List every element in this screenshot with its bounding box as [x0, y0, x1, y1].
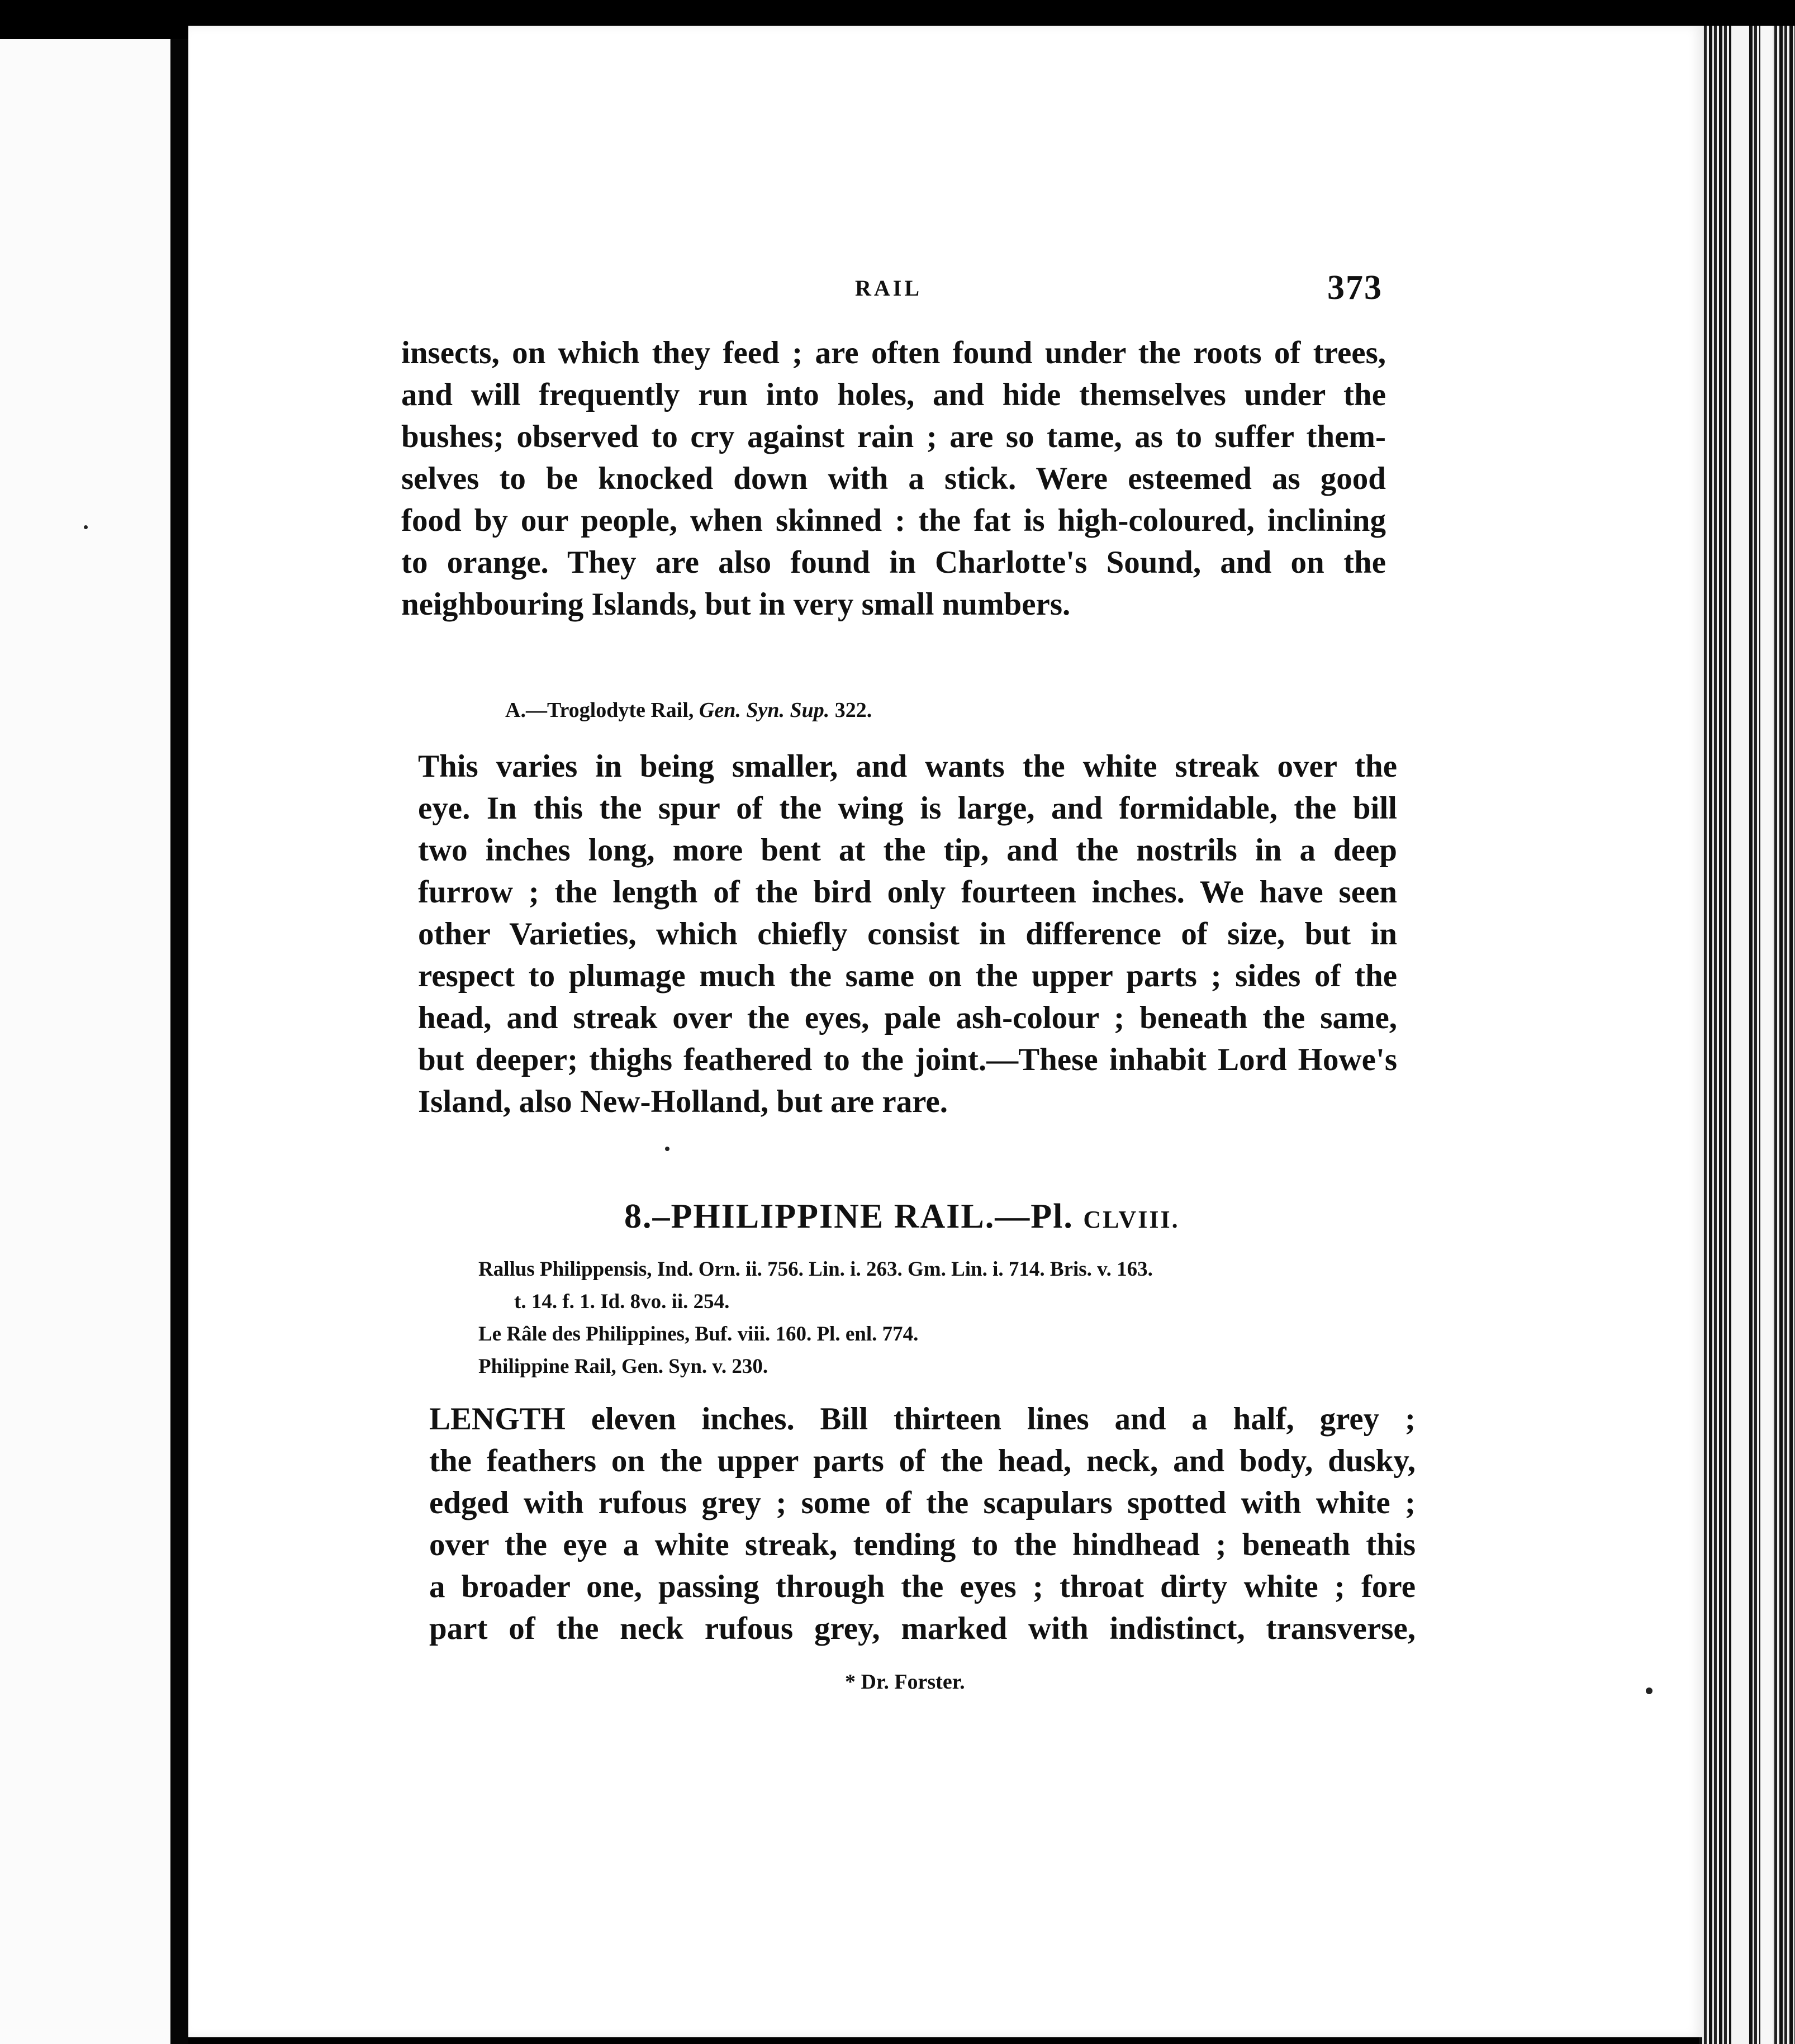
text-line: over the eye a white streak, tending to the hindhead ; beneath this — [429, 1527, 1416, 1562]
text-line: insects, on which they feed ; are often found under the roots of trees, — [401, 335, 1386, 370]
text-line: and will frequently run into holes, and hide themselves under the — [401, 377, 1386, 412]
text-line: neighbouring Islands, but in very small numbers. — [401, 587, 1071, 622]
species-heading — [624, 1197, 1180, 1237]
paragraph-1 — [401, 332, 1386, 625]
adjacent-page-edge — [0, 39, 170, 2044]
text-line: edged with rufous grey ; some of the scapulars spotted with white ; — [429, 1485, 1416, 1520]
synonym-line: t. 14. f. 1. Id. 8vo. ii. 254. — [514, 1290, 730, 1313]
synonym-line: Rallus Philippensis, Ind. Orn. ii. 756. Lin. i. 263. Gm. Lin. i. 714. Bris. v. 163. — [478, 1258, 1153, 1281]
variety-source: Gen. Syn. Sup. — [699, 698, 830, 722]
variety-page: 322. — [834, 698, 872, 722]
text-line: selves to be knocked down with a stick. Were esteemed as good — [401, 461, 1386, 496]
running-title: RAIL — [855, 275, 923, 301]
book-gutter — [170, 39, 188, 2044]
paragraph-2 — [418, 745, 1397, 1123]
scan-speck — [84, 525, 88, 529]
text-line: other Varieties, which chiefly consist in difference of size, but in — [418, 916, 1397, 952]
text-line: part of the neck rufous grey, marked with indistinct, transverse, — [429, 1611, 1416, 1646]
text-line: furrow ; the length of the bird only fourteen inches. We have seen — [418, 874, 1397, 910]
scan-speck — [665, 1147, 669, 1151]
synonymy-list — [478, 1253, 1350, 1383]
text-line: two inches long, more bent at the tip, and the nostrils in a deep — [418, 833, 1397, 868]
text-line: head, and streak over the eyes, pale ash-colour ; beneath the same, — [418, 1000, 1397, 1035]
species-heading-title: 8.–PHILIPPINE RAIL.—Pl. — [624, 1197, 1074, 1235]
text-line: respect to plumage much the same on the upper parts ; sides of the — [418, 958, 1397, 994]
page-edge-strip — [1760, 26, 1773, 2044]
text-line: bushes; observed to cry against rain ; are so tame, as to suffer them- — [401, 419, 1386, 454]
text-line: eye. In this the spur of the wing is large, and formidable, the bill — [418, 791, 1397, 826]
page-number: 373 — [1327, 269, 1383, 307]
paragraph-3 — [429, 1398, 1416, 1650]
plate-number: CLVIII. — [1083, 1206, 1180, 1233]
footnote: * Dr. Forster. — [845, 1670, 965, 1694]
variety-reference — [505, 698, 872, 722]
text-line: to orange. They are also found in Charlotte's Sound, and on the — [401, 545, 1386, 580]
variety-label: A.—Troglodyte Rail, — [505, 698, 694, 722]
text-line: but deeper; thighs feathered to the joint.—These inhabit Lord Howe's — [418, 1042, 1397, 1077]
synonym-line: Le Râle des Philippines, Buf. viii. 160. Pl. enl. 774. — [478, 1323, 919, 1346]
page-edge-strip — [1731, 26, 1748, 2044]
scan-speck — [1646, 1688, 1652, 1694]
page-stack-edges — [1699, 26, 1795, 2044]
text-line: a broader one, passing through the eyes ; throat dirty white ; fore — [429, 1569, 1416, 1604]
text-line: Island, also New-Holland, but are rare. — [418, 1084, 948, 1119]
text-line: LENGTH eleven inches. Bill thirteen lines and a half, grey ; — [429, 1401, 1416, 1437]
text-line: food by our people, when skinned : the fat is high-coloured, inclining — [401, 503, 1386, 538]
text-line: This varies in being smaller, and wants the white streak over the — [418, 749, 1397, 784]
synonym-line: Philippine Rail, Gen. Syn. v. 230. — [478, 1355, 768, 1378]
text-line: the feathers on the upper parts of the head, neck, and body, dusky, — [429, 1443, 1416, 1479]
